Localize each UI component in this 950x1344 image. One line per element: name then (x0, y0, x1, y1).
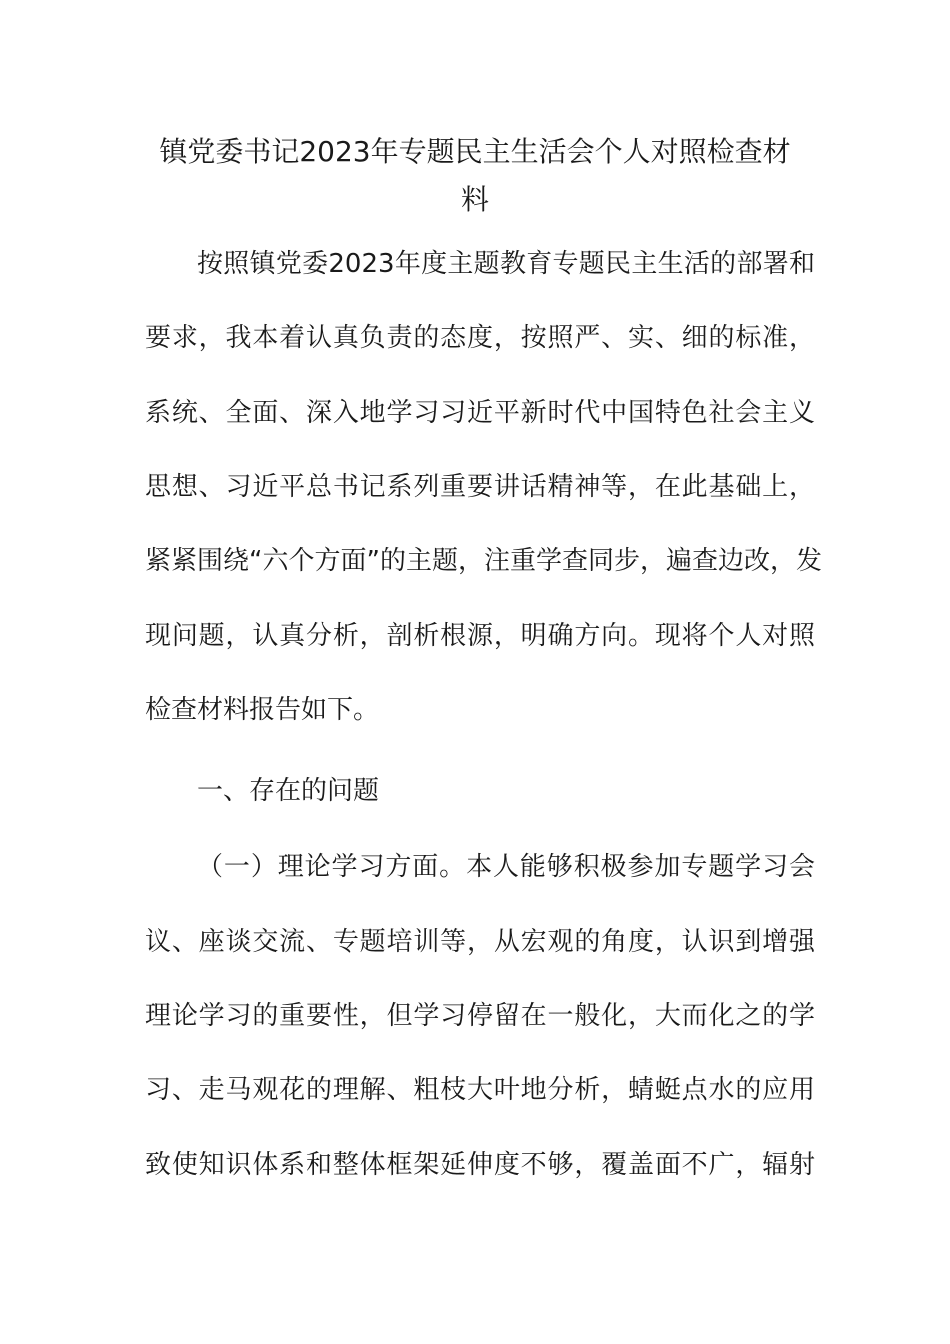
paragraph-line: 思想、习近平总书记系列重要讲话精神等，在此基础上， (145, 472, 815, 502)
paragraph-line: 致使知识体系和整体框架延伸度不够，覆盖面不广，辐射 (145, 1150, 815, 1180)
paragraph-line: 检查材料报告如下。 (145, 695, 380, 725)
paragraph-line: 习、走马观花的理解、粗枝大叶地分析，蜻蜓点水的应用 (145, 1075, 815, 1105)
paragraph-line: 理论学习的重要性，但学习停留在一般化，大而化之的学 (145, 1001, 815, 1031)
paragraph-line: 要求，我本着认真负责的态度，按照严、实、细的标准， (145, 323, 815, 353)
paragraph-line: 紧紧围绕“六个方面”的主题，注重学查同步，遍查边改，发 (145, 546, 822, 576)
document-title-line-2: 料 (460, 183, 489, 216)
section-heading: 一、存在的问题 (197, 776, 380, 806)
paragraph-line: 系统、全面、深入地学习习近平新时代中国特色社会主义 (145, 398, 815, 428)
paragraph-line: 按照镇党委2023年度主题教育专题民主生活的部署和 (197, 249, 815, 279)
paragraph-line: 议、座谈交流、专题培训等，从宏观的角度，认识到增强 (145, 927, 815, 957)
paragraph-line: （一）理论学习方面。本人能够积极参加专题学习会 (197, 852, 815, 882)
document-title-line-1: 镇党委书记2023年专题民主生活会个人对照检查材 (159, 135, 791, 168)
paragraph-line: 现问题，认真分析，剖析根源，明确方向。现将个人对照 (145, 621, 815, 651)
